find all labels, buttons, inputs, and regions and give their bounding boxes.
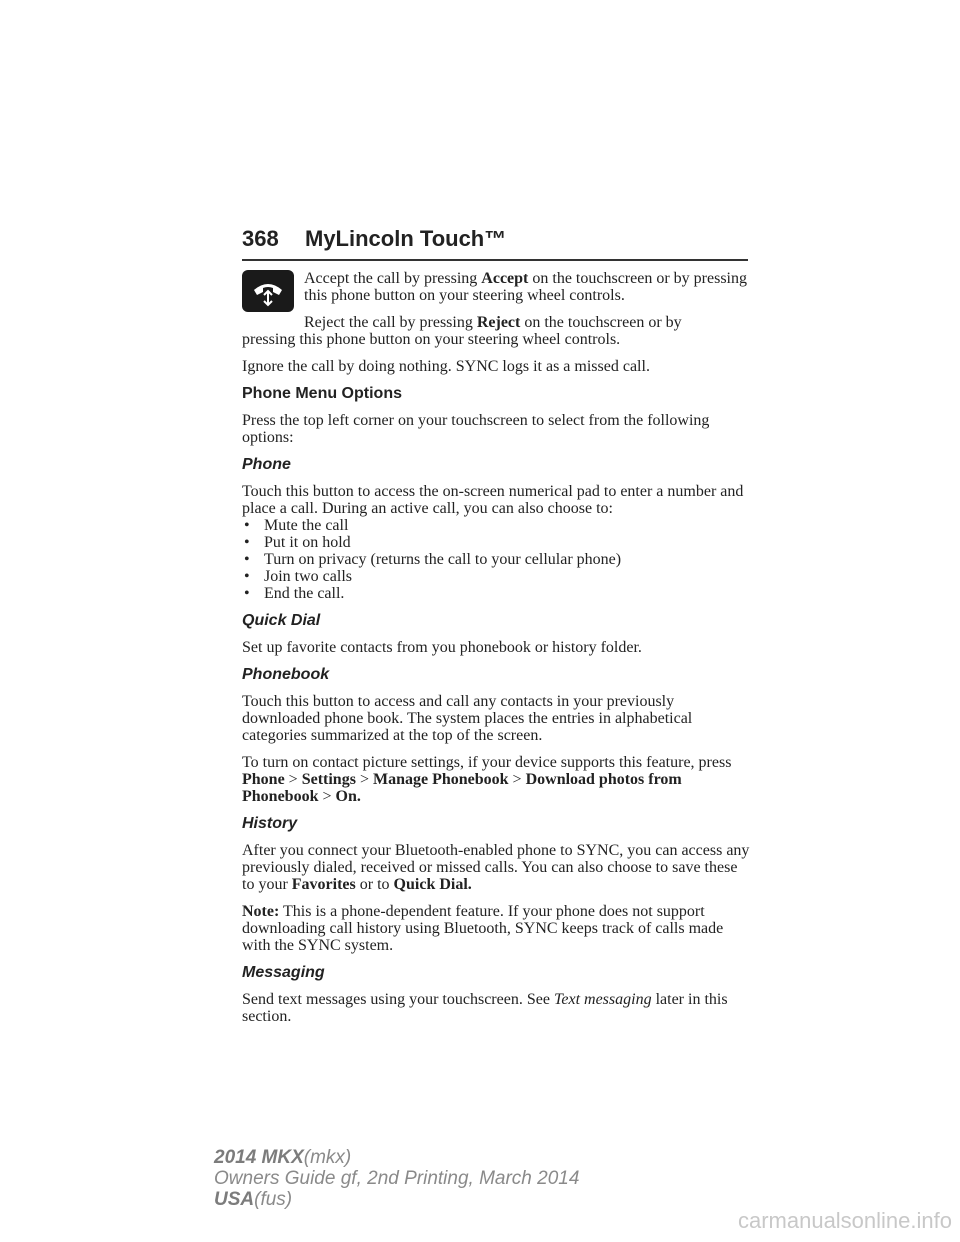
page-title: MyLincoln Touch™ [305,226,507,251]
watermark: carmanualsonline.info [737,1208,952,1233]
phone-bullet-list [242,517,752,602]
list-item: • End the call. [242,585,752,602]
list-item: • Mute the call [242,517,752,534]
phonebook-picture-text: To turn on contact picture settings, if your device supports this feature, press Phone > Settings > Manage Phonebook > Download photos from Phonebook > On. [242,754,732,805]
menu-heading: Phone Menu Options [242,385,402,402]
messaging-text: Send text messages using your touchscreen. See Text messaging later in this section. [242,991,728,1025]
phone-heading: Phone [242,456,291,473]
header-rule [242,259,748,261]
footer-line-model: 2014 MKX(mkx) [214,1147,352,1168]
history-text: After you connect your Bluetooth-enabled phone to SYNC, you can access any previously dialed, received or missed calls. You can also choose to save these to your Favorites or to Quick Dial. [242,842,750,893]
page-footer [214,1147,579,1210]
page-number: 368 [242,226,279,251]
phone-text: Touch this button to access the on-screen numerical pad to enter a number and place a call. During an active call, you can also choose to: [242,483,744,517]
quick-dial-text: Set up favorite contacts from you phonebook or history folder. [242,639,642,656]
page-header [242,226,748,262]
ignore-paragraph: Ignore the call by doing nothing. SYNC logs it as a missed call. [242,358,650,375]
phonebook-heading: Phonebook [242,666,330,683]
text-messaging-reference: Text messaging [553,991,652,1008]
accept-paragraph: Accept the call by pressing Accept on the touchscreen or by pressing this phone button on your steering wheel controls. [304,270,747,304]
messaging-heading: Messaging [242,964,325,981]
reject-paragraph: Reject the call by pressing Reject on the touchscreen or by pressing this phone button on your steering wheel controls. [242,314,682,348]
history-heading: History [242,815,298,832]
history-note: Note: This is a phone-dependent feature. If your phone does not support downloading call history using Bluetooth, SYNC keeps track of calls made with the SYNC system. [242,903,724,954]
list-item: • Turn on privacy (returns the call to your cellular phone) [242,551,752,568]
footer-line-guide: Owners Guide gf, 2nd Printing, March 2014 [214,1168,580,1189]
phonebook-text: Touch this button to access and call any contacts in your previously downloaded phone book. The system places the entries in alphabetical categories summarized at the top of the screen. [242,693,693,744]
list-item: • Join two calls [242,568,752,585]
menu-intro: Press the top left corner on your touchscreen to select from the following options: [242,412,710,446]
footer-line-region: USA(fus) [214,1189,293,1210]
page-content [242,270,752,1035]
list-item: • Put it on hold [242,534,752,551]
quick-dial-heading: Quick Dial [242,612,321,629]
